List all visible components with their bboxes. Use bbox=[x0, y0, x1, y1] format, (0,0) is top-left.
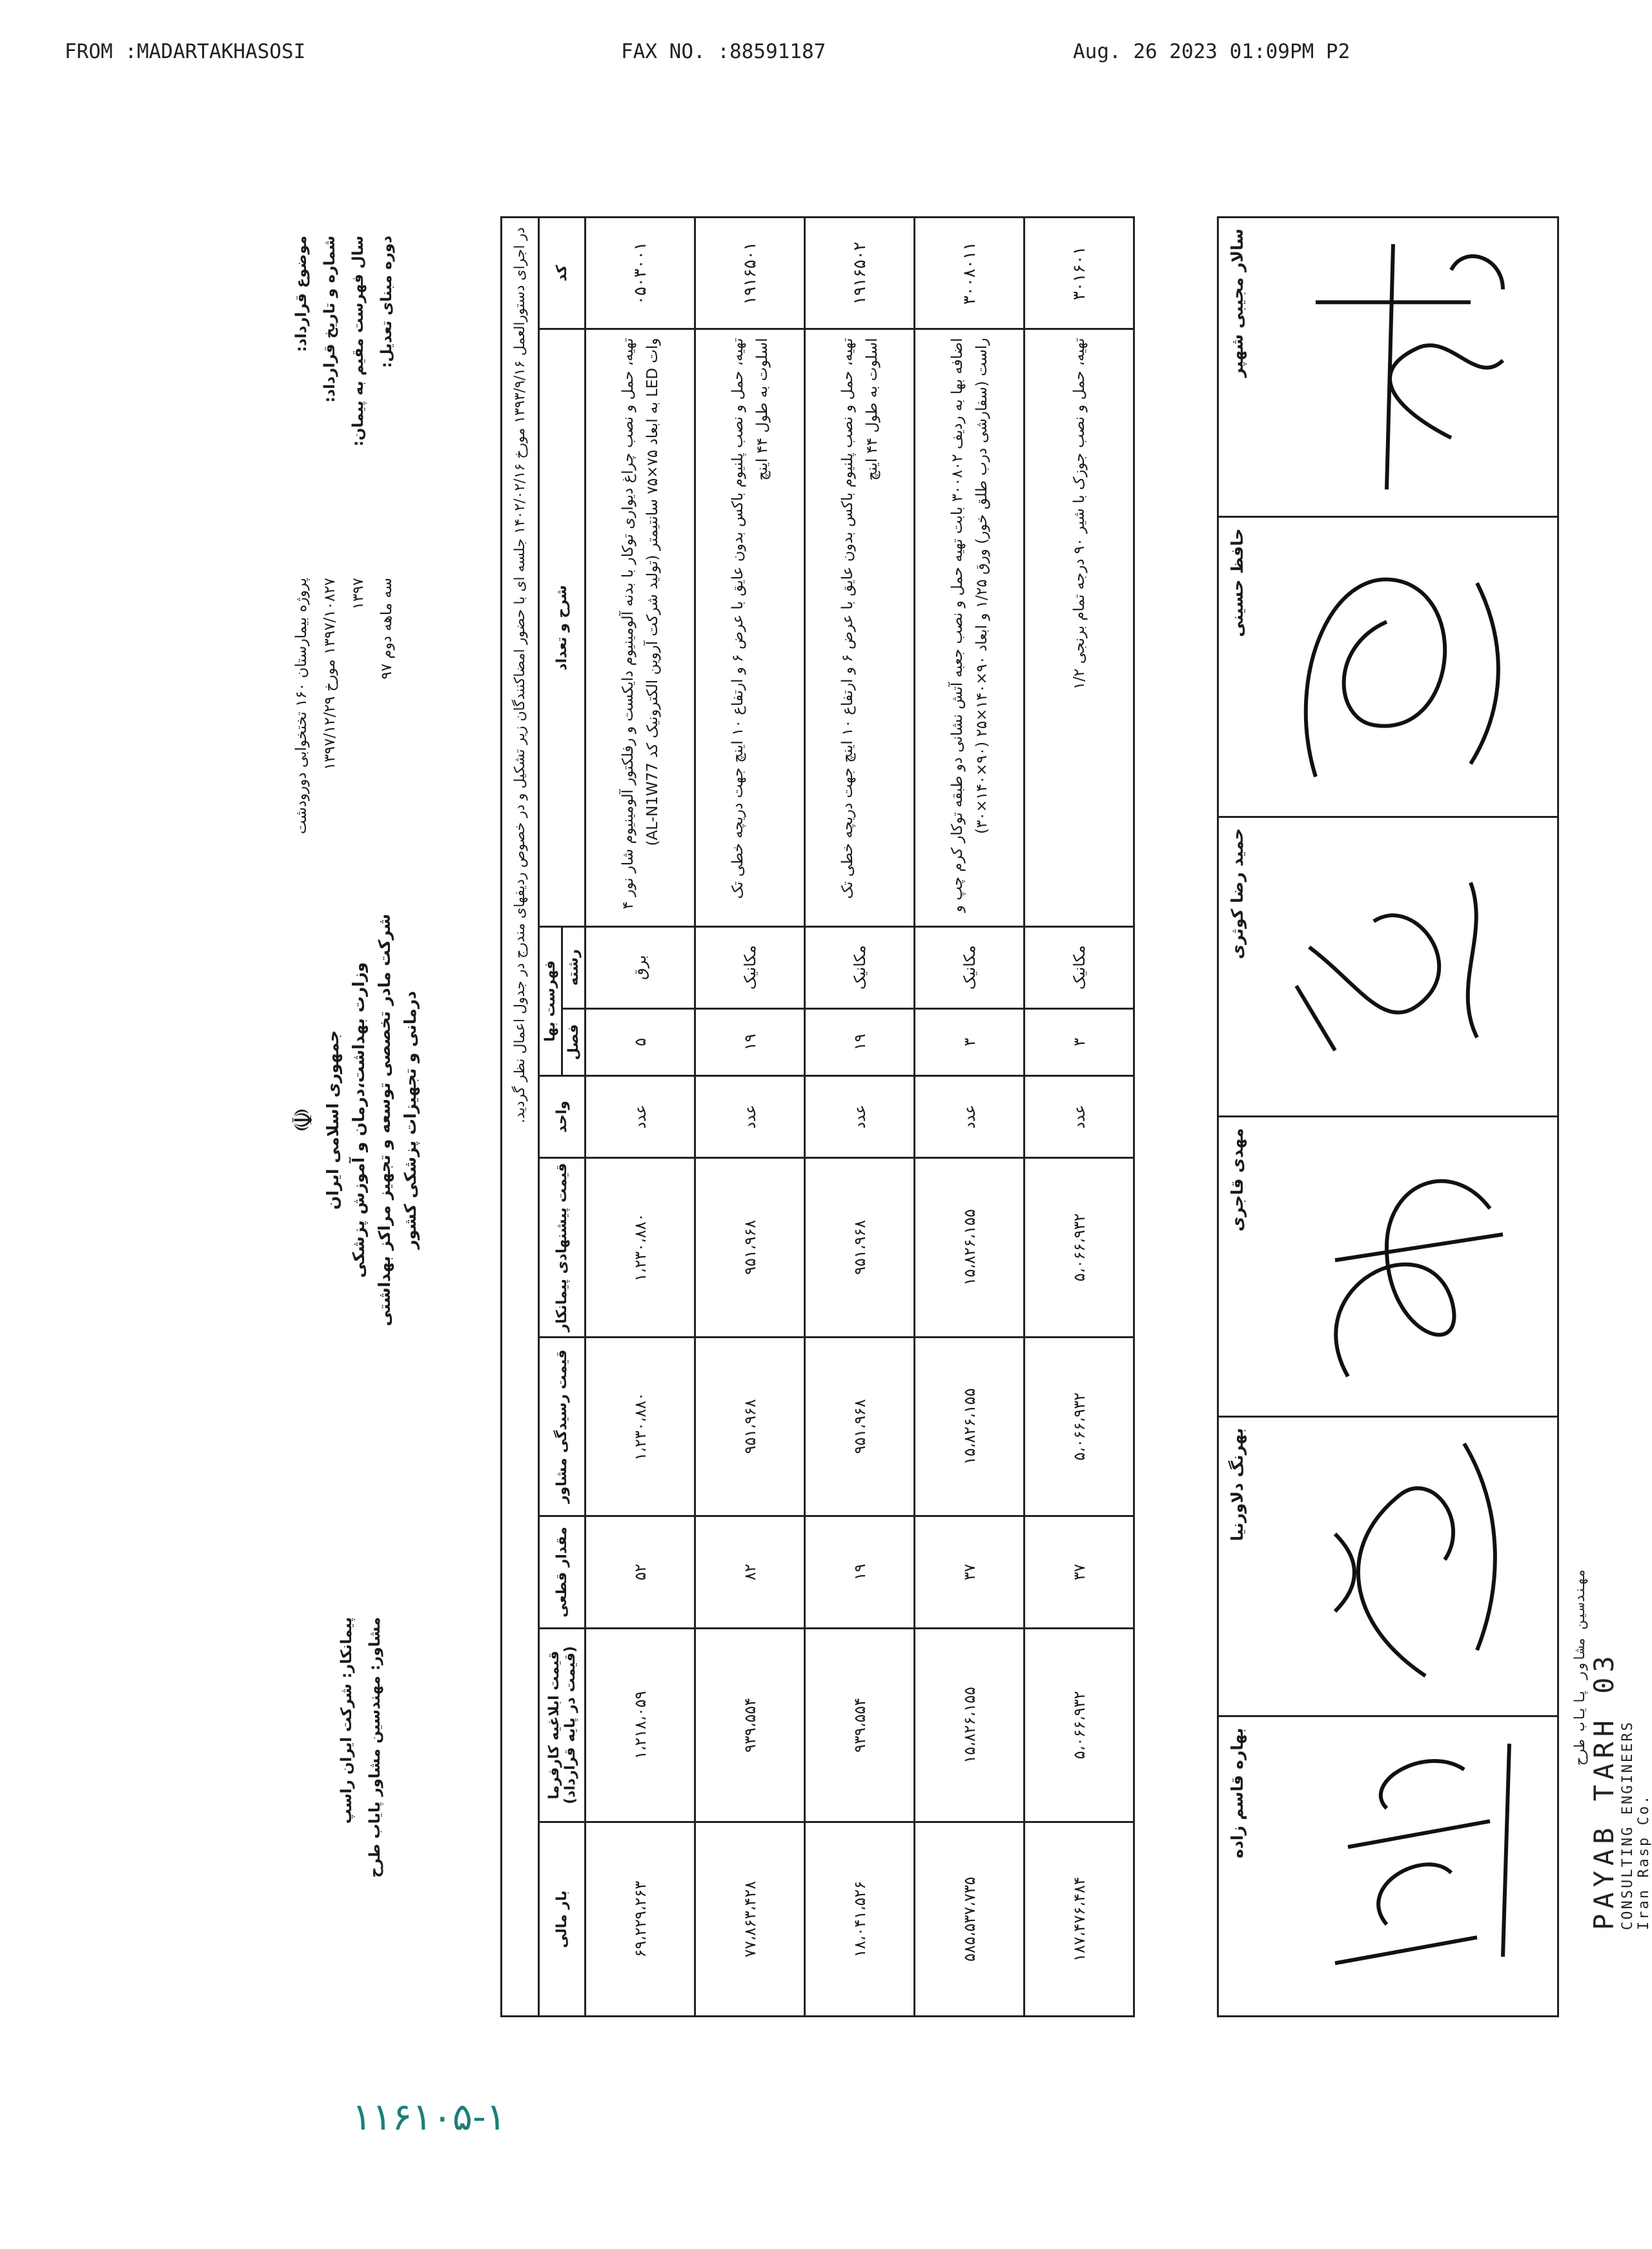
ministry-header bbox=[287, 888, 423, 1352]
signature-cell bbox=[1219, 818, 1557, 1118]
row-unit: عدد bbox=[805, 1075, 915, 1157]
row-unit: عدد bbox=[1025, 1075, 1134, 1157]
row-contractor-price: ۱۵،۸۲۶،۱۵۵ bbox=[915, 1158, 1025, 1338]
signature-icon bbox=[1258, 218, 1542, 516]
stamp-company: Iran Rasp Co. bbox=[1636, 1793, 1652, 1930]
signature-icon bbox=[1258, 818, 1542, 1116]
row-field: برق bbox=[586, 926, 695, 1008]
row-field: مکانیک bbox=[805, 926, 915, 1008]
stamp-text-large: PAYAB TARH 03 bbox=[1588, 1651, 1620, 1930]
row-consultant-price: ۹۵۱،۹۶۸ bbox=[695, 1337, 805, 1516]
row-quantity: ۵۲ bbox=[586, 1516, 695, 1628]
signatory-name: بهرنگ دلاورنیا bbox=[1228, 1428, 1247, 1542]
row-chapter: ۳ bbox=[1025, 1008, 1134, 1075]
col-field: رشته bbox=[562, 926, 586, 1008]
fax-date-page: Aug. 26 2023 01:09PM P2 bbox=[1073, 40, 1351, 63]
stamp-text-fa: مهندسین مشاور پایاب طرح bbox=[1572, 1569, 1588, 1766]
col-chapter: فصل bbox=[562, 1008, 586, 1075]
table-row bbox=[586, 218, 695, 2017]
row-contractor-price: ۹۵۱،۹۶۸ bbox=[695, 1158, 805, 1338]
fax-number: FAX NO. :88591187 bbox=[621, 40, 826, 63]
country-name: جمهوری اسلامی ایران bbox=[323, 1030, 342, 1210]
row-field: مکانیک bbox=[1025, 926, 1134, 1008]
row-field: مکانیک bbox=[695, 926, 805, 1008]
statement-table-wrap bbox=[500, 216, 1135, 2017]
row-total: ۶۹،۲۲۹،۲۶۳ bbox=[586, 1822, 695, 2017]
row-consultant-price: ۹۵۱،۹۶۸ bbox=[805, 1337, 915, 1516]
contractor-label: پیمانکار: شرکت ایران راسپ bbox=[338, 1617, 355, 1824]
row-total: ۱۸۷،۴۷۶،۴۸۴ bbox=[1025, 1822, 1134, 2017]
col-quantity: مقدار قطعی bbox=[539, 1516, 586, 1628]
row-description: تهیه، حمل و نصب جوزک با شیر ۹۰ درجه تمام برنجی ۱/۲ bbox=[1025, 329, 1134, 926]
adjustment-period-value: سه ماهه دوم ۹۷ bbox=[378, 578, 395, 680]
row-code: ۰۵۰۳۰۰۱ bbox=[586, 218, 695, 329]
contract-labels bbox=[287, 236, 401, 571]
row-unit: عدد bbox=[586, 1075, 695, 1157]
col-description: شرح و تعداد bbox=[539, 329, 586, 926]
signatory-name: حافظ حسینی bbox=[1228, 528, 1247, 637]
fax-header bbox=[0, 40, 1586, 79]
signature-cell bbox=[1219, 218, 1557, 518]
signatory-name: مهدی قاجری bbox=[1228, 1128, 1247, 1232]
price-list-year-label: سال فهرست مقیم به پیمان: bbox=[350, 236, 367, 447]
signatory-name: سالار مجیبی شهپر bbox=[1228, 229, 1247, 378]
signature-cell bbox=[1219, 518, 1557, 819]
row-description: تهیه، حمل و نصب پلنیوم باکس بدون عایق با عرض ۶ و ارتفاع ۱۰ اینچ جهت دریچه خطی تک اسلوت به طول ۴۴ اینچ bbox=[695, 329, 805, 926]
row-description: تهیه، حمل و نصب چراغ دیواری توکار با بدنه آلومینیوم دایکست و رفلکتور آلومینیوم شار نور ۴ وات LED به ابعاد ۷۵×۷۵ سانتیمتر (تولید شرکت آروین الکترونیک کد AL-N1W77) bbox=[586, 329, 695, 926]
company-name: شرکت مادر تخصصی توسعه و تجهیز مراکز بهداشتی درمانی و تجهیزات پزشکی کشور bbox=[375, 913, 420, 1327]
national-emblem-icon: ☫ bbox=[287, 1107, 320, 1133]
col-price-list: فهرست بها bbox=[539, 926, 562, 1075]
row-contractor-price: ۵،۰۶۶،۹۳۲ bbox=[1025, 1158, 1134, 1338]
row-chapter: ۱۹ bbox=[695, 1008, 805, 1075]
table-row bbox=[915, 218, 1025, 2017]
signature-icon bbox=[1258, 1718, 1542, 2016]
row-approved-price: ۱،۲۱۸،۰۵۹ bbox=[586, 1628, 695, 1822]
table-row bbox=[805, 218, 915, 2017]
signatory-name: حمید رضا کوثری bbox=[1228, 828, 1247, 959]
signature-cell bbox=[1219, 1718, 1557, 2016]
row-code: ۱۹۱۶۵۰۲ bbox=[805, 218, 915, 329]
row-unit: عدد bbox=[695, 1075, 805, 1157]
row-approved-price: ۱۵،۸۲۶،۱۵۵ bbox=[915, 1628, 1025, 1822]
signature-icon bbox=[1258, 1118, 1542, 1416]
consultant-label: مشاور: مهندسین مشاور پایاب طرح bbox=[367, 1617, 383, 1878]
row-total: ۷۷،۸۶۳،۴۲۸ bbox=[695, 1822, 805, 2017]
row-consultant-price: ۵،۰۶۶،۹۳۲ bbox=[1025, 1337, 1134, 1516]
col-approved-price: قیمت ابلاغیه کارفرما (قیمت در پایه قرارداد) bbox=[539, 1628, 586, 1822]
signature-row bbox=[1217, 216, 1559, 2017]
signature-icon bbox=[1258, 518, 1542, 817]
contract-number-value: ۱۳۹۷/۱۰۸۲۷ مورخ ۱۳۹۷/۱۲/۲۹ bbox=[321, 578, 338, 771]
row-approved-price: ۹۳۹،۵۵۴ bbox=[695, 1628, 805, 1822]
table-caption-row bbox=[502, 218, 539, 2017]
col-total: بار مالی bbox=[539, 1822, 586, 2017]
contract-number-label: شماره و تاریخ قرارداد: bbox=[321, 236, 338, 403]
table-header-row bbox=[539, 218, 562, 2017]
row-code: ۱۹۱۶۵۰۱ bbox=[695, 218, 805, 329]
col-contractor-price: قیمت پیشنهادی پیمانکار bbox=[539, 1158, 586, 1338]
row-contractor-price: ۹۵۱،۹۶۸ bbox=[805, 1158, 915, 1338]
col-consultant-price: قیمت رسیدگی مشاور bbox=[539, 1337, 586, 1516]
table-row bbox=[695, 218, 805, 2017]
row-chapter: ۱۹ bbox=[805, 1008, 915, 1075]
row-code: ۳۰۱۶۰۱ bbox=[1025, 218, 1134, 329]
contract-values bbox=[287, 578, 401, 849]
row-code: ۳۰۰۸۰۱۱ bbox=[915, 218, 1025, 329]
row-field: مکانیک bbox=[915, 926, 1025, 1008]
row-approved-price: ۵،۰۶۶،۹۳۲ bbox=[1025, 1628, 1134, 1822]
row-chapter: ۵ bbox=[586, 1008, 695, 1075]
row-unit: عدد bbox=[915, 1075, 1025, 1157]
price-list-year-value: ۱۳۹۷ bbox=[350, 578, 367, 610]
ministry-name: وزارت بهداشت،درمان و آموزش پزشکی bbox=[349, 962, 368, 1278]
adjustment-period-label: دوره مبنای تعدیل: bbox=[378, 236, 395, 368]
row-total: ۵۸۵،۵۳۷،۷۳۵ bbox=[915, 1822, 1025, 2017]
signatory-name: بهاره قاسم زاده bbox=[1228, 1727, 1247, 1858]
handwritten-reference: ۱۱۶۱۰۵-۱ bbox=[352, 2095, 506, 2139]
statement-sheet bbox=[271, 216, 1652, 2056]
signature-icon bbox=[1258, 1418, 1542, 1716]
contract-subject-label: موضوع قرارداد: bbox=[293, 236, 310, 352]
row-consultant-price: ۱،۲۳۰،۸۸۰ bbox=[586, 1337, 695, 1516]
row-chapter: ۳ bbox=[915, 1008, 1025, 1075]
row-description: تهیه، حمل و نصب پلنیوم باکس بدون عایق با عرض ۶ و ارتفاع ۱۰ اینچ جهت دریچه خطی تک اسلوت به طول ۴۴ اینچ bbox=[805, 329, 915, 926]
table-row bbox=[1025, 218, 1134, 2017]
row-quantity: ۳۷ bbox=[915, 1516, 1025, 1628]
row-consultant-price: ۱۵،۸۲۶،۱۵۵ bbox=[915, 1337, 1025, 1516]
col-unit: واحد bbox=[539, 1075, 586, 1157]
consultant-stamp bbox=[1572, 1569, 1652, 1930]
signature-cell bbox=[1219, 1418, 1557, 1718]
col-code: کد bbox=[539, 218, 586, 329]
fax-from: FROM :MADARTAKHASOSI bbox=[65, 40, 306, 63]
statement-table bbox=[500, 216, 1135, 2017]
contract-subject-value: پروژه بیمارستان ۱۶۰ تختخوابی دورودشت bbox=[293, 578, 310, 835]
signature-cell bbox=[1219, 1118, 1557, 1418]
row-quantity: ۳۷ bbox=[1025, 1516, 1134, 1628]
row-quantity: ۸۲ bbox=[695, 1516, 805, 1628]
row-total: ۱۸،۰۴۱،۵۲۶ bbox=[805, 1822, 915, 2017]
parties-block bbox=[332, 1617, 389, 1979]
stamp-text-small: CONSULTING ENGINEERS bbox=[1620, 1720, 1636, 1930]
row-contractor-price: ۱،۲۳۰،۸۸۰ bbox=[586, 1158, 695, 1338]
row-description: اضافه بها به ردیف ۳۰۰۸۰۲ بابت تهیه حمل و نصب جعبه آتش نشانی دو طبقه توکار کرم چپ و راست (سفارشی درب طلق خور) ورق ۱/۲۵ و ابعاد ۹۰×۱۴۰×۲۵ (۹۰×۱۴۰×۳۰) bbox=[915, 329, 1025, 926]
row-approved-price: ۹۳۹،۵۵۴ bbox=[805, 1628, 915, 1822]
row-quantity: ۱۹ bbox=[805, 1516, 915, 1628]
table-caption: در اجرای دستورالعمل ۱۳۹۳/۹/۱۶ مورخ ۱۴۰۲/۰۲/۱۶ جلسه ای با حضور امضاکنندگان زیر تشکیل و در خصوص ردیفهای مندرج در جدول اعمال نظر گردید. bbox=[502, 218, 539, 2017]
